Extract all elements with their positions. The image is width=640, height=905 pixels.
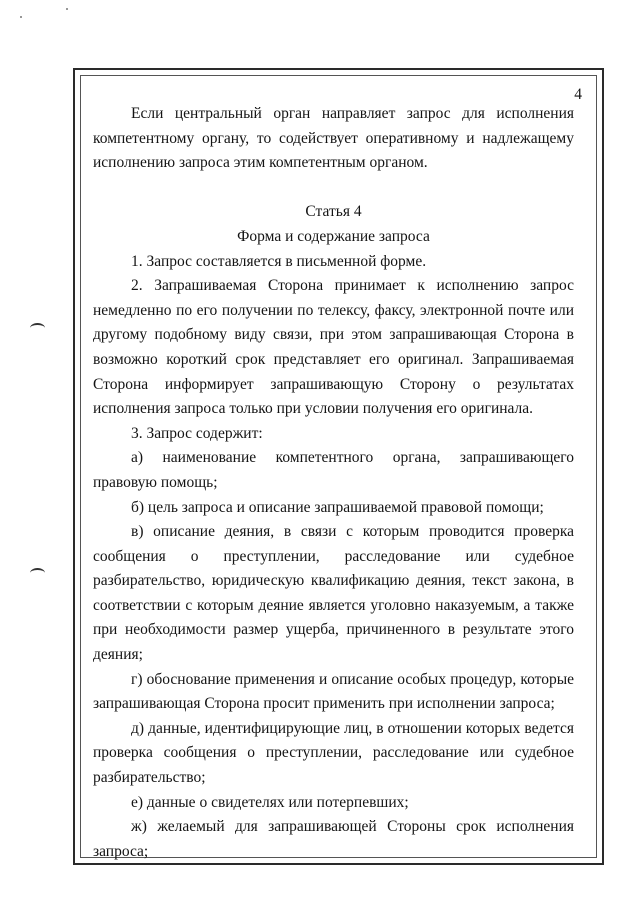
list-item: ж) желаемый для запрашивающей Стороны срок исполнения запроса; (93, 818, 574, 860)
scan-speck (20, 16, 22, 18)
binding-hole-mark (30, 323, 45, 333)
paragraph: 1. Запрос составляется в письменной форме. (131, 252, 427, 270)
paragraph: 3. Запрос содержит: (131, 424, 263, 442)
list-item: е) данные о свидетелях или потерпевших; (131, 793, 409, 811)
intro-paragraph: Если центральный орган направляет запрос для исполнения компетентному органу, то содействует оперативному и надлежащему исполнению запроса этим компетентным органом. (93, 105, 574, 172)
paragraph: 2. Запрашиваемая Сторона принимает к исполнению запрос немедленно по его получении по телексу, факсу, электронной почте или другому подобному виду связи, при этом запрашивающая Сторона в возможно короткий срок представляет его оригинал. Запрашиваемая Сторона информирует запрашивающую Сторону о результатах исполнения запроса только при условии получения его оригинала. (93, 277, 574, 418)
list-item: г) обоснование применения и описание особых процедур, которые запрашивающая Сторона просит применить при исполнении запроса; (93, 670, 574, 713)
page-number: 4 (574, 86, 582, 103)
list-item: в) описание деяния, в связи с которым проводится проверка сообщения о преступлении, расследование или судебное разбирательство, юридическую квалификацию деяния, текст закона, в соответствии с которым деяние является уголовно наказуемым, а также при необходимости размер ущерба, причиненного в результате этого деяния; (93, 523, 574, 664)
list-item: д) данные, идентифицирующие лиц, в отношении которых ведется проверка сообщения о преступлении, расследование или судебное разбирательство; (93, 719, 574, 787)
document-body (93, 102, 574, 864)
list-item: а) наименование компетентного органа, запрашивающего правовую помощь; (93, 449, 574, 491)
article-title: Статья 4 (305, 203, 362, 221)
list-item: б) цель запроса и описание запрашиваемой правовой помощи; (131, 498, 544, 516)
article-subtitle: Форма и содержание запроса (237, 227, 430, 245)
binding-hole-mark (30, 568, 45, 578)
spacer (93, 176, 574, 201)
scan-speck (66, 8, 68, 10)
